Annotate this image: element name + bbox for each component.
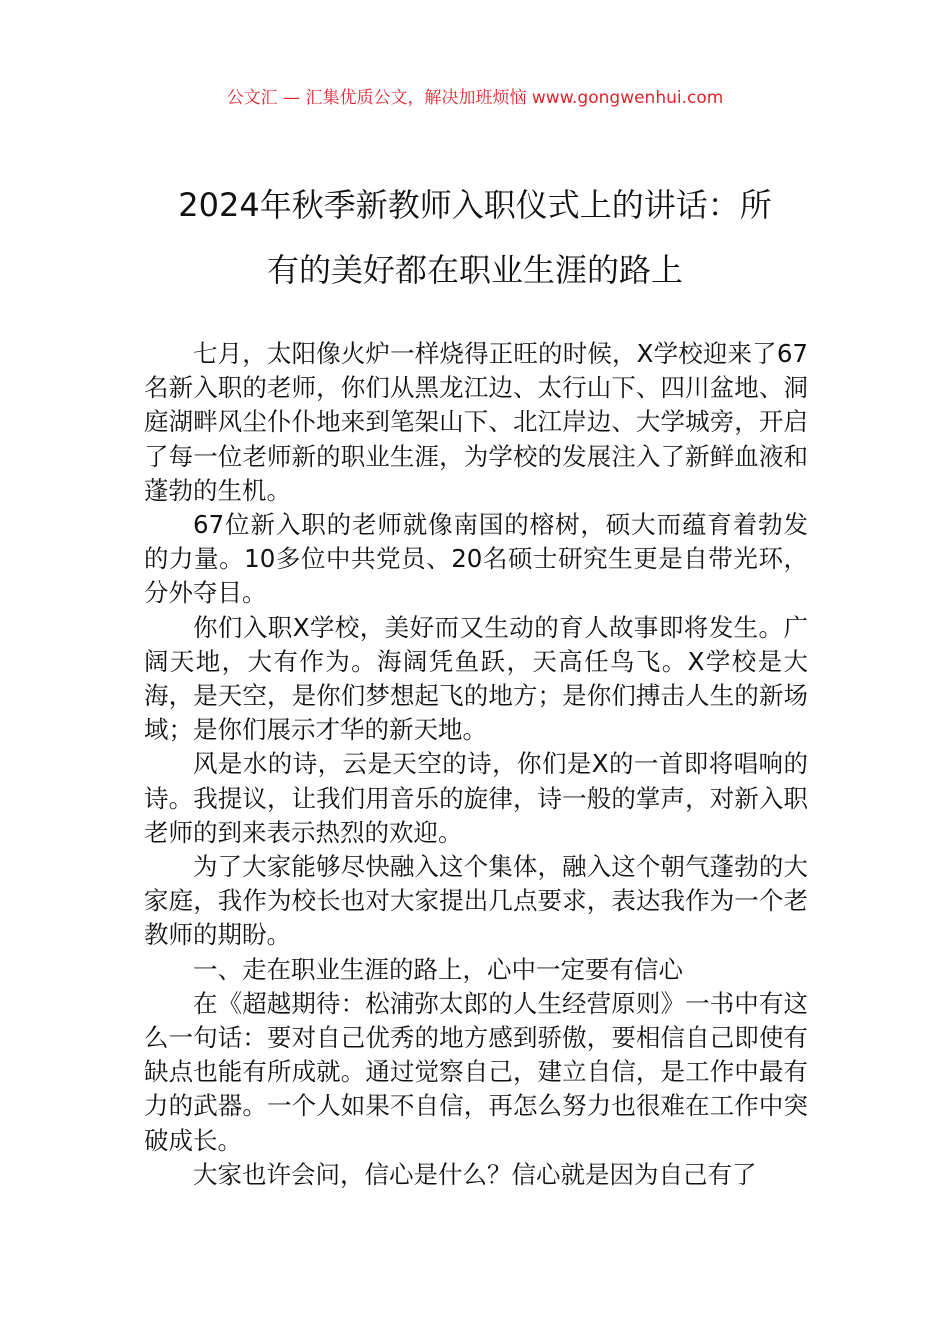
- paragraph-5: 为了大家能够尽快融入这个集体，融入这个朝气蓬勃的大家庭，我作为校长也对大家提出几点要求，表达我作为一个老教师的期盼。: [144, 852, 808, 950]
- paragraph-2: 67位新入职的老师就像南国的榕树，硕大而蕴育着勃发的力量。10多位中共党员、20名硕士研究生更是自带光环，分外夺目。: [144, 510, 808, 608]
- site-banner: 公文汇 — 汇集优质公文，解决加班烦恼 www.gongwenhui.com: [226, 88, 724, 108]
- title-line-1: 2024年秋季新教师入职仪式上的讲话：所: [178, 186, 772, 224]
- document-body: [144, 337, 808, 1192]
- paragraph-3: 你们入职X学校，美好而又生动的育人故事即将发生。广阔天地，大有作为。海阔凭鱼跃，天高任鸟飞。X学校是大海，是天空，是你们梦想起飞的地方；是你们搏击人生的新场域；是你们展示才华的新天地。: [144, 612, 809, 745]
- paragraph-1: 七月，太阳像火炉一样烧得正旺的时候，X学校迎来了67名新入职的老师，你们从黑龙江边、太行山下、四川盆地、洞庭湖畔风尘仆仆地来到笔架山下、北江岸边、大学城旁，开启了每一位老师新的职业生涯，为学校的发展注入了新鲜血液和蓬勃的生机。: [144, 339, 808, 505]
- paragraph-6: 在《超越期待：松浦弥太郎的人生经营原则》一书中有这么一句话：要对自己优秀的地方感到骄傲，要相信自己即使有缺点也能有所成就。通过觉察自己，建立自信，是工作中最有力的武器。一个人如果不自信，再怎么努力也很难在工作中突破成长。: [144, 988, 808, 1155]
- document-title: [140, 173, 810, 303]
- title-line-2: 有的美好都在职业生涯的路上: [266, 251, 683, 289]
- section-heading-1: 一、走在职业生涯的路上，心中一定要有信心: [193, 954, 683, 984]
- paragraph-7: 大家也许会问，信心是什么？信心就是因为自己有了: [193, 1159, 757, 1189]
- paragraph-4: 风是水的诗，云是天空的诗，你们是X的一首即将唱响的诗。我提议，让我们用音乐的旋律，诗一般的掌声，对新入职老师的到来表示热烈的欢迎。: [144, 749, 808, 847]
